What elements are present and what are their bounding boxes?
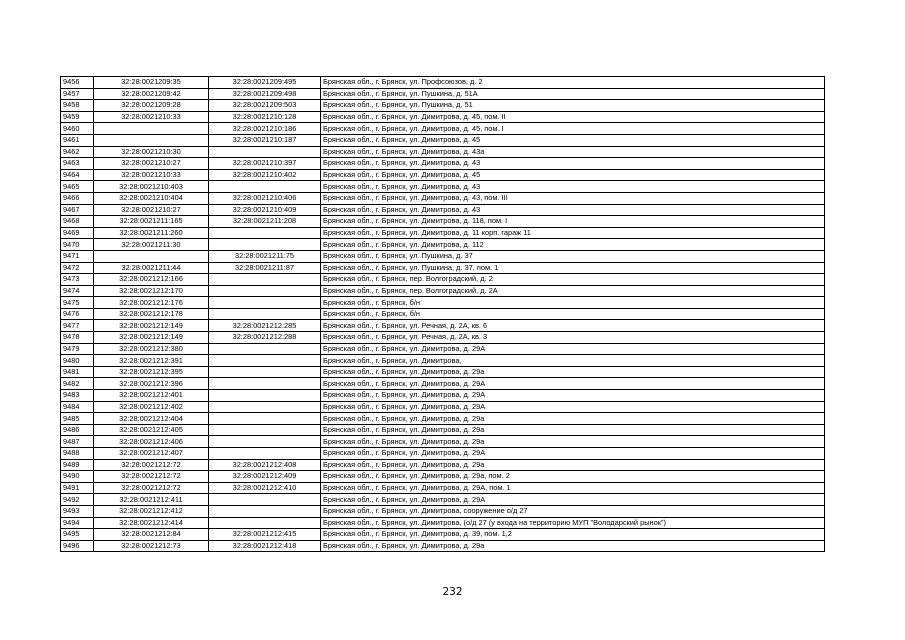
- parcel-cadastral-number-cell: 32:28:0021212:414: [94, 517, 209, 529]
- table-row: [61, 529, 825, 541]
- row-number-cell: 9469: [61, 227, 94, 239]
- row-number-cell: 9463: [61, 158, 94, 170]
- table-row: [61, 494, 825, 506]
- object-cadastral-number-cell: [209, 401, 321, 413]
- object-cadastral-number-cell: 32:28:0021211:87: [209, 262, 321, 274]
- object-cadastral-number-cell: [209, 413, 321, 425]
- row-number-cell: 9477: [61, 320, 94, 332]
- address-cell: Брянская обл., г. Брянск, ул. Димитрова, д. 43а: [321, 146, 825, 158]
- parcel-cadastral-number-cell: 32:28:0021212:411: [94, 494, 209, 506]
- table-row: [61, 366, 825, 378]
- table-row: [61, 77, 825, 89]
- object-cadastral-number-cell: [209, 448, 321, 460]
- row-number-cell: 9484: [61, 401, 94, 413]
- parcel-cadastral-number-cell: 32:28:0021212:72: [94, 471, 209, 483]
- parcel-cadastral-number-cell: [94, 250, 209, 262]
- table-row: [61, 216, 825, 228]
- row-number-cell: 9487: [61, 436, 94, 448]
- table-row: [61, 204, 825, 216]
- table-row: [61, 250, 825, 262]
- row-number-cell: 9460: [61, 123, 94, 135]
- parcel-cadastral-number-cell: 32:28:0021212:73: [94, 540, 209, 552]
- object-cadastral-number-cell: [209, 274, 321, 286]
- object-cadastral-number-cell: 32:28:0021210:409: [209, 204, 321, 216]
- row-number-cell: 9480: [61, 355, 94, 367]
- table-row: [61, 262, 825, 274]
- table-row: [61, 540, 825, 552]
- parcel-cadastral-number-cell: 32:28:0021212:395: [94, 366, 209, 378]
- row-number-cell: 9467: [61, 204, 94, 216]
- table-row: [61, 343, 825, 355]
- table-row: [61, 308, 825, 320]
- address-cell: Брянская обл., г. Брянск, ул. Димитрова, д. 43: [321, 158, 825, 170]
- row-number-cell: 9459: [61, 111, 94, 123]
- row-number-cell: 9486: [61, 424, 94, 436]
- address-cell: Брянская обл., г. Брянск, ул. Димитрова, д. 11 корп. гараж 11: [321, 227, 825, 239]
- object-cadastral-number-cell: 32:28:0021211:208: [209, 216, 321, 228]
- object-cadastral-number-cell: [209, 297, 321, 309]
- table-row: [61, 239, 825, 251]
- parcel-cadastral-number-cell: 32:28:0021210:403: [94, 181, 209, 193]
- row-number-cell: 9495: [61, 529, 94, 541]
- parcel-cadastral-number-cell: 32:28:0021209:28: [94, 100, 209, 112]
- table-row: [61, 424, 825, 436]
- registry-table-body: [61, 77, 825, 552]
- row-number-cell: 9492: [61, 494, 94, 506]
- row-number-cell: 9462: [61, 146, 94, 158]
- address-cell: Брянская обл., г. Брянск, пер. Волгоградский, д. 2: [321, 274, 825, 286]
- table-row: [61, 158, 825, 170]
- object-cadastral-number-cell: 32:28:0021212:408: [209, 459, 321, 471]
- row-number-cell: 9470: [61, 239, 94, 251]
- address-cell: Брянская обл., г. Брянск, ул. Пушкина, д. 37, пом. 1: [321, 262, 825, 274]
- table-row: [61, 88, 825, 100]
- object-cadastral-number-cell: [209, 239, 321, 251]
- address-cell: Брянская обл., г. Брянск, ул. Димитрова, д. 29а, пом. 2: [321, 471, 825, 483]
- row-number-cell: 9457: [61, 88, 94, 100]
- table-row: [61, 146, 825, 158]
- parcel-cadastral-number-cell: 32:28:0021212:84: [94, 529, 209, 541]
- address-cell: Брянская обл., г. Брянск, ул. Димитрова, д. 29А: [321, 378, 825, 390]
- row-number-cell: 9478: [61, 332, 94, 344]
- table-row: [61, 134, 825, 146]
- table-row: [61, 471, 825, 483]
- object-cadastral-number-cell: 32:28:0021212:288: [209, 332, 321, 344]
- object-cadastral-number-cell: 32:28:0021212:415: [209, 529, 321, 541]
- row-number-cell: 9489: [61, 459, 94, 471]
- object-cadastral-number-cell: 32:28:0021211:75: [209, 250, 321, 262]
- address-cell: Брянская обл., г. Брянск, ул. Димитрова, д. 29А, пом. 1: [321, 482, 825, 494]
- address-cell: Брянская обл., г. Брянск, ул. Димитрова, д. 29а: [321, 459, 825, 471]
- address-cell: Брянская обл., г. Брянск, ул. Димитрова, д. 29а: [321, 413, 825, 425]
- address-cell: Брянская обл., г. Брянск, ул. Димитрова, д. 39, пом. 1,2: [321, 529, 825, 541]
- row-number-cell: 9479: [61, 343, 94, 355]
- parcel-cadastral-number-cell: 32:28:0021212:178: [94, 308, 209, 320]
- parcel-cadastral-number-cell: 32:28:0021210:33: [94, 111, 209, 123]
- address-cell: Брянская обл., г. Брянск, б/н: [321, 308, 825, 320]
- table-row: [61, 482, 825, 494]
- address-cell: Брянская обл., г. Брянск, ул. Речная, д. 2А, кв. 6: [321, 320, 825, 332]
- row-number-cell: 9494: [61, 517, 94, 529]
- table-row: [61, 355, 825, 367]
- parcel-cadastral-number-cell: 32:28:0021210:404: [94, 192, 209, 204]
- parcel-cadastral-number-cell: 32:28:0021212:149: [94, 320, 209, 332]
- row-number-cell: 9468: [61, 216, 94, 228]
- table-row: [61, 111, 825, 123]
- object-cadastral-number-cell: [209, 146, 321, 158]
- table-row: [61, 332, 825, 344]
- table-row: [61, 123, 825, 135]
- object-cadastral-number-cell: [209, 355, 321, 367]
- address-cell: Брянская обл., г. Брянск, ул. Димитрова, д. 29А: [321, 343, 825, 355]
- table-row: [61, 285, 825, 297]
- object-cadastral-number-cell: 32:28:0021210:402: [209, 169, 321, 181]
- address-cell: Брянская обл., г. Брянск, ул. Димитрова, д. 43: [321, 181, 825, 193]
- object-cadastral-number-cell: [209, 436, 321, 448]
- address-cell: Брянская обл., г. Брянск, ул. Димитрова, д. 43: [321, 204, 825, 216]
- row-number-cell: 9471: [61, 250, 94, 262]
- address-cell: Брянская обл., г. Брянск, ул. Димитрова, (о/д 27 (у входа на территорию МУП "Володарский рынок"): [321, 517, 825, 529]
- row-number-cell: 9491: [61, 482, 94, 494]
- address-cell: Брянская обл., г. Брянск, ул. Димитрова, сооружение о/д 27: [321, 505, 825, 517]
- object-cadastral-number-cell: 32:28:0021210:397: [209, 158, 321, 170]
- row-number-cell: 9465: [61, 181, 94, 193]
- address-cell: Брянская обл., г. Брянск, ул. Димитрова, д. 45, пом. I: [321, 123, 825, 135]
- table-row: [61, 100, 825, 112]
- parcel-cadastral-number-cell: 32:28:0021212:170: [94, 285, 209, 297]
- row-number-cell: 9464: [61, 169, 94, 181]
- parcel-cadastral-number-cell: 32:28:0021209:35: [94, 77, 209, 89]
- row-number-cell: 9485: [61, 413, 94, 425]
- object-cadastral-number-cell: [209, 227, 321, 239]
- object-cadastral-number-cell: [209, 181, 321, 193]
- table-row: [61, 436, 825, 448]
- row-number-cell: 9466: [61, 192, 94, 204]
- address-cell: Брянская обл., г. Брянск, ул. Пушкина, д. 51: [321, 100, 825, 112]
- address-cell: Брянская обл., г. Брянск, ул. Димитрова, д. 29а: [321, 436, 825, 448]
- address-cell: Брянская обл., г. Брянск, ул. Профсоюзов, д. 2: [321, 77, 825, 89]
- object-cadastral-number-cell: [209, 424, 321, 436]
- table-row: [61, 448, 825, 460]
- object-cadastral-number-cell: [209, 505, 321, 517]
- object-cadastral-number-cell: [209, 285, 321, 297]
- address-cell: Брянская обл., г. Брянск, ул. Димитрова, д. 29а: [321, 424, 825, 436]
- row-number-cell: 9483: [61, 390, 94, 402]
- table-row: [61, 459, 825, 471]
- row-number-cell: 9476: [61, 308, 94, 320]
- address-cell: Брянская обл., г. Брянск, б/н: [321, 297, 825, 309]
- address-cell: Брянская обл., г. Брянск, ул. Димитрова, д. 45: [321, 134, 825, 146]
- registry-table: [60, 76, 825, 552]
- object-cadastral-number-cell: 32:28:0021210:186: [209, 123, 321, 135]
- parcel-cadastral-number-cell: 32:28:0021210:33: [94, 169, 209, 181]
- object-cadastral-number-cell: 32:28:0021212:409: [209, 471, 321, 483]
- table-row: [61, 378, 825, 390]
- address-cell: Брянская обл., г. Брянск, ул. Пушкина, д. 37: [321, 250, 825, 262]
- address-cell: Брянская обл., г. Брянск, ул. Димитрова, д. 112: [321, 239, 825, 251]
- address-cell: Брянская обл., г. Брянск, ул. Димитрова, д. 118, пом. I: [321, 216, 825, 228]
- row-number-cell: 9482: [61, 378, 94, 390]
- object-cadastral-number-cell: 32:28:0021212:410: [209, 482, 321, 494]
- object-cadastral-number-cell: [209, 390, 321, 402]
- parcel-cadastral-number-cell: 32:28:0021212:391: [94, 355, 209, 367]
- page-number: 232: [442, 586, 463, 598]
- table-row: [61, 390, 825, 402]
- object-cadastral-number-cell: 32:28:0021209:503: [209, 100, 321, 112]
- parcel-cadastral-number-cell: 32:28:0021212:380: [94, 343, 209, 355]
- row-number-cell: 9472: [61, 262, 94, 274]
- table-row: [61, 505, 825, 517]
- address-cell: Брянская обл., г. Брянск, ул. Димитрова, д. 29а: [321, 540, 825, 552]
- table-row: [61, 169, 825, 181]
- address-cell: Брянская обл., г. Брянск, ул. Речная, д. 2А, кв. 3: [321, 332, 825, 344]
- address-cell: Брянская обл., г. Брянск, ул. Димитрова, д. 43, пом. III: [321, 192, 825, 204]
- row-number-cell: 9496: [61, 540, 94, 552]
- parcel-cadastral-number-cell: 32:28:0021212:407: [94, 448, 209, 460]
- object-cadastral-number-cell: 32:28:0021210:128: [209, 111, 321, 123]
- address-cell: Брянская обл., г. Брянск, ул. Димитрова, д. 29А: [321, 390, 825, 402]
- table-row: [61, 517, 825, 529]
- object-cadastral-number-cell: [209, 517, 321, 529]
- parcel-cadastral-number-cell: 32:28:0021210:27: [94, 204, 209, 216]
- parcel-cadastral-number-cell: 32:28:0021210:30: [94, 146, 209, 158]
- parcel-cadastral-number-cell: 32:28:0021212:404: [94, 413, 209, 425]
- parcel-cadastral-number-cell: 32:28:0021210:27: [94, 158, 209, 170]
- object-cadastral-number-cell: [209, 343, 321, 355]
- parcel-cadastral-number-cell: 32:28:0021211:30: [94, 239, 209, 251]
- parcel-cadastral-number-cell: 32:28:0021212:396: [94, 378, 209, 390]
- parcel-cadastral-number-cell: 32:28:0021212:149: [94, 332, 209, 344]
- table-row: [61, 401, 825, 413]
- parcel-cadastral-number-cell: 32:28:0021212:405: [94, 424, 209, 436]
- address-cell: Брянская обл., г. Брянск, пер. Волгоградский, д. 2А: [321, 285, 825, 297]
- row-number-cell: 9473: [61, 274, 94, 286]
- object-cadastral-number-cell: 32:28:0021209:495: [209, 77, 321, 89]
- address-cell: Брянская обл., г. Брянск, ул. Димитрова, д. 45, пом. II: [321, 111, 825, 123]
- object-cadastral-number-cell: 32:28:0021209:498: [209, 88, 321, 100]
- address-cell: Брянская обл., г. Брянск, ул. Димитрова, д. 29А: [321, 494, 825, 506]
- table-row: [61, 192, 825, 204]
- row-number-cell: 9458: [61, 100, 94, 112]
- object-cadastral-number-cell: [209, 494, 321, 506]
- parcel-cadastral-number-cell: 32:28:0021212:72: [94, 482, 209, 494]
- parcel-cadastral-number-cell: 32:28:0021209:42: [94, 88, 209, 100]
- address-cell: Брянская обл., г. Брянск, ул. Димитрова, д. 45: [321, 169, 825, 181]
- row-number-cell: 9456: [61, 77, 94, 89]
- object-cadastral-number-cell: 32:28:0021212:418: [209, 540, 321, 552]
- table-row: [61, 181, 825, 193]
- row-number-cell: 9461: [61, 134, 94, 146]
- row-number-cell: 9475: [61, 297, 94, 309]
- parcel-cadastral-number-cell: 32:28:0021212:402: [94, 401, 209, 413]
- row-number-cell: 9490: [61, 471, 94, 483]
- object-cadastral-number-cell: 32:28:0021212:285: [209, 320, 321, 332]
- object-cadastral-number-cell: [209, 366, 321, 378]
- table-row: [61, 297, 825, 309]
- object-cadastral-number-cell: 32:28:0021210:406: [209, 192, 321, 204]
- parcel-cadastral-number-cell: 32:28:0021212:412: [94, 505, 209, 517]
- parcel-cadastral-number-cell: [94, 123, 209, 135]
- address-cell: Брянская обл., г. Брянск, ул. Димитрова, д. 29А: [321, 401, 825, 413]
- parcel-cadastral-number-cell: 32:28:0021211:260: [94, 227, 209, 239]
- parcel-cadastral-number-cell: 32:28:0021212:176: [94, 297, 209, 309]
- object-cadastral-number-cell: 32:28:0021210:187: [209, 134, 321, 146]
- object-cadastral-number-cell: [209, 308, 321, 320]
- parcel-cadastral-number-cell: [94, 134, 209, 146]
- table-row: [61, 227, 825, 239]
- row-number-cell: 9474: [61, 285, 94, 297]
- row-number-cell: 9488: [61, 448, 94, 460]
- table-row: [61, 274, 825, 286]
- parcel-cadastral-number-cell: 32:28:0021211:44: [94, 262, 209, 274]
- address-cell: Брянская обл., г. Брянск, ул. Пушкина, д. 51А: [321, 88, 825, 100]
- parcel-cadastral-number-cell: 32:28:0021212:406: [94, 436, 209, 448]
- address-cell: Брянская обл., г. Брянск, ул. Димитрова,: [321, 355, 825, 367]
- row-number-cell: 9481: [61, 366, 94, 378]
- table-row: [61, 413, 825, 425]
- object-cadastral-number-cell: [209, 378, 321, 390]
- address-cell: Брянская обл., г. Брянск, ул. Димитрова, д. 29А: [321, 448, 825, 460]
- parcel-cadastral-number-cell: 32:28:0021212:72: [94, 459, 209, 471]
- table-row: [61, 320, 825, 332]
- address-cell: Брянская обл., г. Брянск, ул. Димитрова, д. 29а: [321, 366, 825, 378]
- parcel-cadastral-number-cell: 32:28:0021212:166: [94, 274, 209, 286]
- row-number-cell: 9493: [61, 505, 94, 517]
- parcel-cadastral-number-cell: 32:28:0021212:401: [94, 390, 209, 402]
- parcel-cadastral-number-cell: 32:28:0021211:165: [94, 216, 209, 228]
